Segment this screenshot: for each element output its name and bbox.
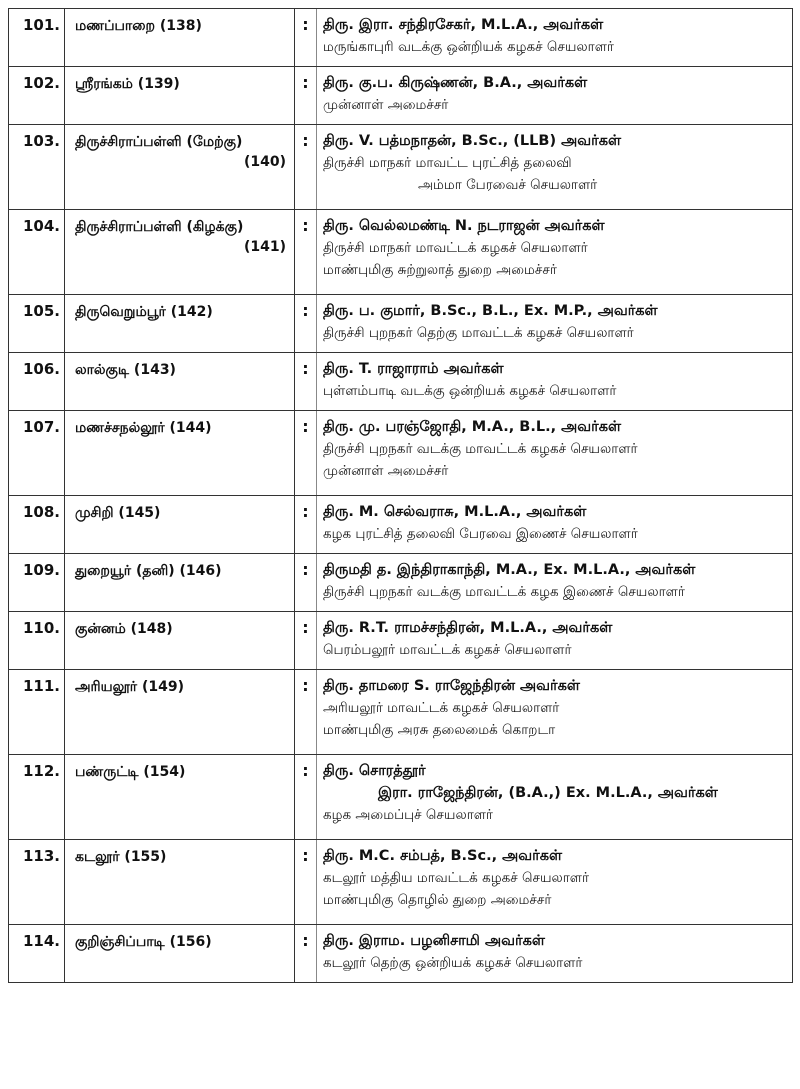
serial-number: 102. [9,67,65,125]
designation-line: திருச்சி புறநகர் வடக்கு மாவட்டக் கழகச் செயலாளர் [323,441,638,457]
candidate-name: திரு. மு. பரஞ்ஜோதி, M.A., B.L., அவர்கள் [323,419,622,435]
candidate-cell [317,925,793,983]
designation-line: அம்மா பேரவைச் செயலாளர் [418,177,598,193]
constituency-name: லால்குடி (143) [75,362,176,378]
constituency-name: துறையூர் (தனி) (146) [75,563,222,579]
colon-separator: : [295,210,317,295]
serial-number: 107. [9,411,65,496]
serial-number: 101. [9,9,65,67]
candidate-cell [317,612,793,670]
constituency-cell [65,353,295,411]
designation-line: மாண்புமிகு தொழில் துறை அமைச்சர் [323,892,552,908]
candidate-cell [317,295,793,353]
candidate-cell [317,353,793,411]
candidate-name: திரு. T. ராஜாராம் அவர்கள் [323,361,504,377]
constituency-name: குறிஞ்சிப்பாடி (156) [75,934,212,950]
constituency-name: குன்னம் (148) [75,621,173,637]
constituency-number: (140) [243,154,286,170]
constituency-cell [65,612,295,670]
candidate-cell [317,9,793,67]
constituency-cell [65,9,295,67]
candidate-name: திரு. இரா. சந்திரசேகர், M.L.A., அவர்கள் [323,17,604,33]
constituency-name: ஸ்ரீரங்கம் (139) [75,76,180,92]
constituency-cell [65,125,295,210]
table-row [9,125,793,210]
serial-number: 109. [9,554,65,612]
table-row [9,210,793,295]
colon-separator: : [295,755,317,840]
serial-number: 103. [9,125,65,210]
constituency-name: பண்ருட்டி (154) [75,764,186,780]
serial-number: 106. [9,353,65,411]
constituency-cell [65,554,295,612]
designation-line: கழக அமைப்புச் செயலாளர் [323,807,493,823]
constituency-cell [65,411,295,496]
table-row [9,925,793,983]
constituency-number: (141) [243,239,286,255]
candidate-name: திரு. தாமரை S. ராஜேந்திரன் அவர்கள் [323,678,580,694]
candidate-name: திரு. V. பத்மநாதன், B.Sc., (LLB) அவர்கள் [323,133,622,149]
constituency-cell [65,755,295,840]
candidate-cell [317,67,793,125]
colon-separator: : [295,125,317,210]
table-row [9,496,793,554]
designation-line: அரியலூர் மாவட்டக் கழகச் செயலாளர் [323,700,560,716]
table-row [9,840,793,925]
candidate-cell [317,554,793,612]
constituency-name: மணப்பாறை (138) [75,18,202,34]
designation-line: திருச்சி புறநகர் வடக்கு மாவட்டக் கழக இணைச் செயலாளர் [323,584,685,600]
constituency-cell [65,840,295,925]
table-row [9,554,793,612]
constituency-cell [65,295,295,353]
constituency-name: கடலூர் (155) [75,849,167,865]
constituency-cell [65,925,295,983]
colon-separator: : [295,411,317,496]
constituency-name: முசிறி (145) [75,505,161,521]
table-row [9,67,793,125]
colon-separator: : [295,295,317,353]
table-row [9,612,793,670]
candidate-cell [317,840,793,925]
constituency-cell [65,67,295,125]
colon-separator: : [295,353,317,411]
table-row [9,670,793,755]
designation-line: பெரம்பலூர் மாவட்டக் கழகச் செயலாளர் [323,642,572,658]
designation-line: கடலூர் மத்திய மாவட்டக் கழகச் செயலாளர் [323,870,590,886]
designation-line: புள்ளம்பாடி வடக்கு ஒன்றியக் கழகச் செயலாளர் [323,383,617,399]
candidate-list-table [8,8,793,983]
candidate-name: திரு. ப. குமார், B.Sc., B.L., Ex. M.P., அவர்கள் [323,303,658,319]
constituency-name: மணச்சநல்லூர் (144) [75,420,212,436]
colon-separator: : [295,9,317,67]
designation-line: மருங்காபுரி வடக்கு ஒன்றியக் கழகச் செயலாளர் [323,39,614,55]
serial-number: 105. [9,295,65,353]
candidate-cell [317,670,793,755]
candidate-name: திரு. M.C. சம்பத், B.Sc., அவர்கள் [323,848,563,864]
table-row [9,295,793,353]
designation-line: கழக புரட்சித் தலைவி பேரவை இணைச் செயலாளர் [323,526,638,542]
constituency-name: திருச்சிராப்பள்ளி (கிழக்கு) [75,219,244,235]
table-row [9,755,793,840]
candidate-name: திரு. வெல்லமண்டி N. நடராஜன் அவர்கள் [323,218,605,234]
constituency-name: திருவெறும்பூர் (142) [75,304,213,320]
designation-line: முன்னாள் அமைச்சர் [323,97,449,113]
colon-separator: : [295,670,317,755]
candidate-name: திரு. இராம. பழனிசாமி அவர்கள் [323,933,545,949]
colon-separator: : [295,612,317,670]
constituency-cell [65,496,295,554]
constituency-name: திருச்சிராப்பள்ளி (மேற்கு) [75,134,243,150]
candidate-name: திரு. சொரத்தூர் [323,763,426,779]
serial-number: 112. [9,755,65,840]
serial-number: 111. [9,670,65,755]
serial-number: 104. [9,210,65,295]
table-row [9,353,793,411]
candidate-cell [317,755,793,840]
candidate-name: திரு. M. செல்வராசு, M.L.A., அவர்கள் [323,504,587,520]
constituency-name: அரியலூர் (149) [75,679,184,695]
candidate-cell [317,496,793,554]
colon-separator: : [295,925,317,983]
serial-number: 110. [9,612,65,670]
colon-separator: : [295,67,317,125]
colon-separator: : [295,496,317,554]
colon-separator: : [295,840,317,925]
table-row [9,9,793,67]
serial-number: 113. [9,840,65,925]
candidate-name: திருமதி த. இந்திராகாந்தி, M.A., Ex. M.L.A., அவர்கள் [323,562,696,578]
constituency-cell [65,670,295,755]
designation-line: திருச்சி மாநகர் மாவட்ட புரட்சித் தலைவி [323,155,572,171]
candidate-name: திரு. கு.ப. கிருஷ்ணன், B.A., அவர்கள் [323,75,588,91]
designation-line: கடலூர் தெற்கு ஒன்றியக் கழகச் செயலாளர் [323,955,583,971]
candidate-cell [317,411,793,496]
serial-number: 108. [9,496,65,554]
candidate-cell [317,210,793,295]
designation-line: மாண்புமிகு சுற்றுலாத் துறை அமைச்சர் [323,262,557,278]
serial-number: 114. [9,925,65,983]
designation-line: முன்னாள் அமைச்சர் [323,463,449,479]
designation-line: திருச்சி புறநகர் தெற்கு மாவட்டக் கழகச் செயலாளர் [323,325,634,341]
colon-separator: : [295,554,317,612]
candidate-cell [317,125,793,210]
constituency-cell [65,210,295,295]
candidate-name: திரு. R.T. ராமச்சந்திரன், M.L.A., அவர்கள் [323,620,613,636]
table-row [9,411,793,496]
designation-line: திருச்சி மாநகர் மாவட்டக் கழகச் செயலாளர் [323,240,588,256]
designation-line: மாண்புமிகு அரசு தலைமைக் கொறடா [323,722,556,738]
candidate-name-continued: இரா. ராஜேந்திரன், (B.A.,) Ex. M.L.A., அவர்கள் [378,785,718,801]
